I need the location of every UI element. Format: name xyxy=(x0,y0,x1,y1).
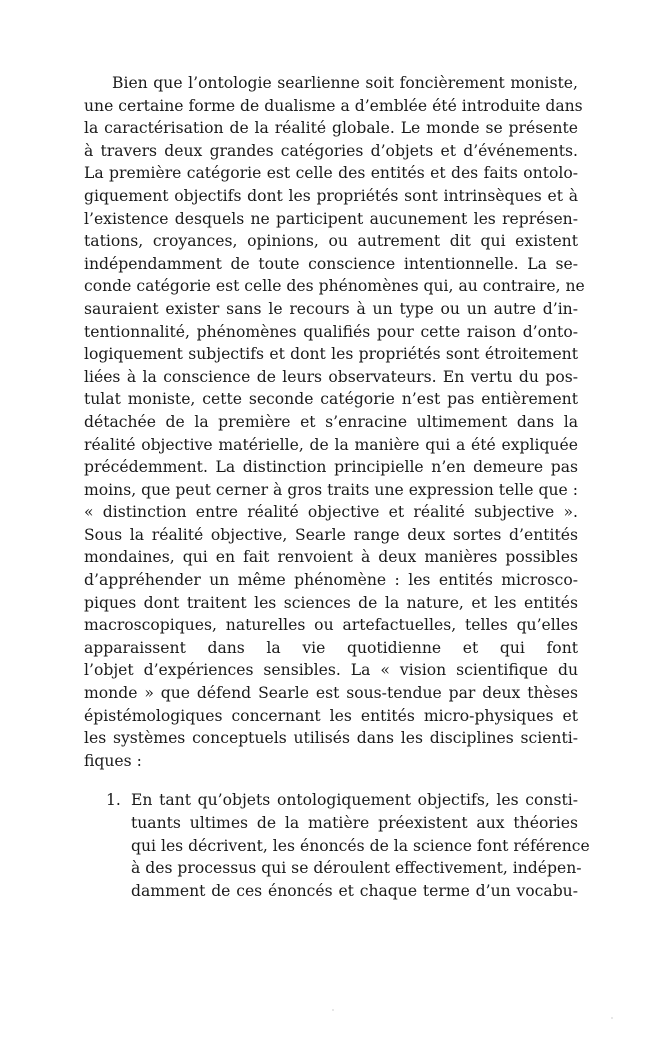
text-line: apparaissent dans la vie quotidienne et qui font xyxy=(84,638,578,657)
text-line: les systèmes conceptuels utilisés dans les disciplines scienti- xyxy=(84,729,578,748)
text-line: giquement objectifs dont les propriétés sont intrinsèques et à xyxy=(84,186,578,205)
text-line: qui les décrivent, les énoncés de la science font référence xyxy=(131,836,590,855)
text-line: tations, croyances, opinions, ou autrement dit qui existent xyxy=(84,232,578,251)
text-line: Sous la réalité objective, Searle range deux sortes d’entités xyxy=(84,525,578,544)
text-line: fiques : xyxy=(84,751,142,770)
text-line: réalité objective matérielle, de la manière qui a été expliquée xyxy=(84,435,578,454)
text-line: La première catégorie est celle des entités et des faits ontolo- xyxy=(84,164,578,183)
list-item xyxy=(84,789,590,902)
text-line: d’appréhender un même phénomène : les entités microsco- xyxy=(84,571,578,590)
text-line: l’existence desquels ne participent aucunement les représen- xyxy=(84,209,578,228)
text-line: tentionnalité, phénomènes qualifiés pour cette raison d’onto- xyxy=(84,322,578,341)
list-item-number: 1. xyxy=(106,791,121,810)
text-line: conde catégorie est celle des phénomènes qui, au contraire, ne xyxy=(84,277,585,296)
text-line: détachée de la première et s’enracine ultimement dans la xyxy=(84,412,578,431)
text-line: à des processus qui se déroulent effectivement, indépen- xyxy=(131,859,582,878)
scan-speck xyxy=(332,1009,334,1011)
text-line: une certaine forme de dualisme a d’emblée été introduite dans xyxy=(84,96,583,115)
text-line: précédemment. La distinction principielle n’en demeure pas xyxy=(84,458,578,477)
text-line: sauraient exister sans le recours à un type ou un autre d’in- xyxy=(84,299,578,318)
text-line: En tant qu’objets ontologiquement objectifs, les consti- xyxy=(131,791,578,810)
text-line: mondaines, qui en fait renvoient à deux manières possibles xyxy=(84,548,578,567)
text-line: « distinction entre réalité objective et réalité subjective ». xyxy=(84,503,578,522)
body-paragraph xyxy=(84,72,585,772)
scan-speck xyxy=(611,1017,613,1019)
text-line: moins, que peut cerner à gros traits une expression telle que : xyxy=(84,480,578,499)
text-line: damment de ces énoncés et chaque terme d’un vocabu- xyxy=(131,881,578,900)
text-line: piques dont traitent les sciences de la nature, et les entités xyxy=(84,593,578,612)
text-line: l’objet d’expériences sensibles. La « vision scientifique du xyxy=(84,661,578,680)
text-line: indépendamment de toute conscience intentionnelle. La se- xyxy=(84,254,578,273)
text-line: macroscopiques, naturelles ou artefactuelles, telles qu’elles xyxy=(84,616,578,635)
text-line: Bien que l’ontologie searlienne soit foncièrement moniste, xyxy=(112,74,578,92)
enumerated-list xyxy=(84,789,590,902)
text-line: liées à la conscience de leurs observateurs. En vertu du pos- xyxy=(84,367,578,386)
text-line: épistémologiques concernant les entités micro-physiques et xyxy=(84,706,578,725)
text-line: tuants ultimes de la matière préexistent aux théories xyxy=(131,814,578,832)
text-line: logiquement subjectifs et dont les propriétés sont étroitement xyxy=(84,345,578,364)
text-line: monde » que défend Searle est sous-tendue par deux thèses xyxy=(84,684,578,703)
text-line: tulat moniste, cette seconde catégorie n’est pas entièrement xyxy=(84,390,578,409)
text-line: à travers deux grandes catégories d’objets et d’événements. xyxy=(84,141,578,160)
text-line: la caractérisation de la réalité globale. Le monde se présente xyxy=(84,119,578,138)
document-page xyxy=(84,72,590,902)
